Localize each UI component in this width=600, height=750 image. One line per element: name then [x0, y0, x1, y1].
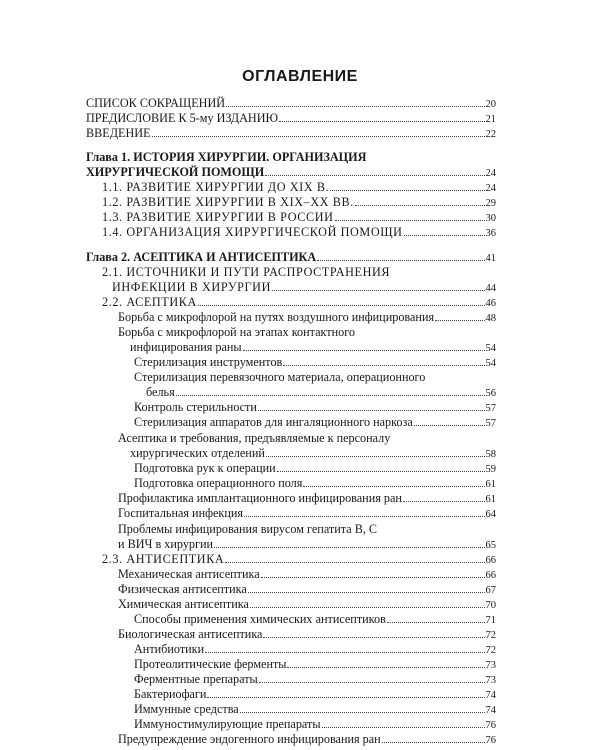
toc-entry-immunostim[interactable]: [134, 717, 496, 731]
toc-entry-page: 64: [485, 509, 496, 520]
toc-entry-label: Химическая антисептика: [118, 597, 249, 611]
toc-entry-physical[interactable]: [118, 582, 496, 596]
dot-leader: [279, 111, 484, 122]
dot-leader: [261, 567, 485, 578]
toc-entry-label: 2.2. АСЕПТИКА: [102, 295, 197, 309]
dot-leader: [335, 210, 485, 221]
toc-entry-page: 66: [485, 570, 496, 581]
toc-entry-label: Госпитальная инфекция: [118, 506, 243, 520]
toc-entry-label: Стерилизация инструментов: [134, 355, 283, 369]
toc-entry-label: Механическая антисептика: [118, 567, 260, 581]
toc-entry-label: Контроль стерильности: [134, 400, 257, 414]
dot-leader: [266, 446, 485, 457]
toc-entry-label: Антибиотики: [134, 642, 205, 656]
toc-entry-label: 1.2. РАЗВИТИЕ ХИРУРГИИ В XIX–XX ВВ.: [102, 195, 354, 209]
toc-entry-preface[interactable]: [86, 111, 496, 125]
toc-entry-airborne[interactable]: [118, 310, 496, 324]
toc-entry-proteolytic[interactable]: [134, 657, 496, 671]
toc-entry-page: 46: [485, 298, 496, 309]
toc-entry-page: 71: [485, 615, 496, 626]
toc-entry-page: 21: [485, 114, 496, 125]
dot-leader: [259, 672, 485, 683]
toc-entry-asepsis-staff[interactable]: [130, 446, 496, 460]
toc-entry-page: 57: [485, 403, 496, 414]
dot-leader: [382, 732, 485, 743]
toc-entry-page: 67: [485, 585, 496, 596]
toc-entry-label: Стерилизация аппаратов для ингаляционного наркоза: [134, 415, 413, 429]
dot-leader: [330, 180, 484, 191]
toc-entry-page: 41: [485, 253, 496, 264]
toc-entry-biological[interactable]: [118, 627, 496, 641]
toc-entry-field[interactable]: [134, 476, 496, 490]
toc-entry-label: Биологическая антисептика: [118, 627, 263, 641]
dot-leader: [322, 717, 485, 728]
dot-leader: [355, 195, 485, 206]
dot-leader: [404, 225, 485, 236]
toc-entry-chapter-2[interactable]: [86, 250, 496, 264]
toc-entry-page: 36: [485, 228, 496, 239]
toc-entry-page: 72: [485, 630, 496, 641]
toc-entry-2-2[interactable]: [102, 295, 496, 309]
section-2-1-title-line1[interactable]: 2.1. ИСТОЧНИКИ И ПУТИ РАСПРОСТРАНЕНИЯ: [102, 265, 391, 279]
dot-leader: [152, 126, 485, 137]
toc-entry-contact[interactable]: [130, 340, 496, 354]
toc-entry-page: 61: [485, 494, 496, 505]
toc-entry-page: 57: [485, 418, 496, 429]
dot-leader: [248, 582, 485, 593]
hiv-line1[interactable]: Проблемы инфицирования вирусом гепатита В, С: [118, 522, 378, 536]
toc-entry-page: 76: [485, 735, 496, 746]
dot-leader: [387, 612, 485, 623]
toc-entry-label: 1.3. РАЗВИТИЕ ХИРУРГИИ В РОССИИ: [102, 210, 334, 224]
toc-entry-page: 76: [485, 720, 496, 731]
dot-leader: [317, 250, 484, 261]
toc-entry-page: 48: [485, 313, 496, 324]
dot-leader: [283, 355, 484, 366]
toc-entry-instruments[interactable]: [134, 355, 496, 369]
toc-entry-page: 66: [485, 555, 496, 566]
toc-entry-label: белья: [146, 385, 175, 399]
dot-leader: [226, 96, 484, 107]
dot-leader: [265, 165, 484, 176]
toc-entry-1-2[interactable]: [102, 195, 496, 209]
toc-entry-label: ИНФЕКЦИИ В ХИРУРГИИ: [112, 280, 271, 294]
dot-leader: [240, 702, 485, 713]
toc-entry-chapter-1[interactable]: [86, 165, 496, 179]
dot-leader: [303, 476, 484, 487]
toc-entry-page: 22: [485, 129, 496, 140]
toc-entry-label: Борьба с микрофлорой на путях воздушного инфицирования: [118, 310, 435, 324]
toc-entry-2-3[interactable]: [102, 552, 496, 566]
dressing-line1[interactable]: Стерилизация перевязочного материала, операционного: [134, 370, 426, 384]
toc-entry-label: Иммунные средства: [134, 702, 239, 716]
toc-entry-label: Иммуностимулирующие препараты: [134, 717, 321, 731]
toc-entry-label: Подготовка рук к операции: [134, 461, 276, 475]
toc-entry-label: хирургических отделений: [130, 446, 265, 460]
toc-entry-page: 20: [485, 99, 496, 110]
toc-entry-hands[interactable]: [134, 461, 496, 475]
asepsis-line1[interactable]: Асептика и требования, предъявляемые к персоналу: [118, 431, 391, 445]
toc-entry-page: 73: [485, 660, 496, 671]
toc-entry-1-3[interactable]: [102, 210, 496, 224]
toc-entry-1-4[interactable]: [102, 225, 496, 239]
dot-leader: [244, 506, 485, 517]
dot-leader: [277, 461, 485, 472]
toc-entry-introduction[interactable]: [86, 126, 496, 140]
toc-entry-2-1[interactable]: [112, 280, 496, 294]
contact-line1[interactable]: Борьба с микрофлорой на этапах контактного: [118, 325, 356, 339]
toc-entry-antibiotics[interactable]: [134, 642, 496, 656]
toc-entry-label: 1.1. РАЗВИТИЕ ХИРУРГИИ ДО XIX В.: [102, 180, 330, 194]
toc-entry-page: 30: [485, 213, 496, 224]
dot-leader: [287, 657, 484, 668]
dot-leader: [176, 385, 485, 396]
dot-leader: [198, 295, 485, 306]
toc-entry-label: и ВИЧ в хирургии: [118, 537, 214, 551]
toc-entry-label: Подготовка операционного поля: [134, 476, 303, 490]
toc-entry-immune[interactable]: [134, 702, 496, 716]
dot-leader: [435, 310, 484, 321]
toc-entry-label: Ферментные препараты: [134, 672, 258, 686]
toc-entry-mechanical[interactable]: [118, 567, 496, 581]
toc-entry-1-1[interactable]: [102, 180, 496, 194]
toc-entry-phages[interactable]: [134, 687, 496, 701]
toc-entry-page: 24: [485, 168, 496, 179]
dot-leader: [258, 400, 485, 411]
toc-entry-page: 59: [485, 464, 496, 475]
dot-leader: [205, 642, 484, 653]
dot-leader: [243, 340, 485, 351]
toc-entry-label: Протеолитические ферменты: [134, 657, 287, 671]
toc-entry-page: 24: [485, 183, 496, 194]
dot-leader: [263, 627, 484, 638]
toc-entry-page: 72: [485, 645, 496, 656]
toc-entry-dressing[interactable]: [146, 385, 496, 399]
toc-entry-label: ВВЕДЕНИЕ: [86, 126, 151, 140]
toc-entry-page: 56: [485, 388, 496, 399]
dot-leader: [207, 687, 484, 698]
toc-entry-label: Профилактика имплантационного инфицирования ран: [118, 491, 402, 505]
toc-entry-page: 74: [485, 705, 496, 716]
toc-entry-label: ПРЕДИСЛОВИЕ К 5-му ИЗДАНИЮ: [86, 111, 279, 125]
toc-entry-label: Предупреждение эндогенного инфицирования ран: [118, 732, 381, 746]
toc-entry-label: Бактериофаги: [134, 687, 207, 701]
toc-entry-label: Физическая антисептика: [118, 582, 247, 596]
toc-entry-hospital[interactable]: [118, 506, 496, 520]
toc-entry-page: 74: [485, 690, 496, 701]
toc-entry-anesthesia[interactable]: [134, 415, 496, 429]
dot-leader: [250, 597, 485, 608]
toc-entry-page: 54: [485, 343, 496, 354]
toc-entry-label: Способы применения химических антисептиков: [134, 612, 386, 626]
toc-entry-page: 70: [485, 600, 496, 611]
toc-entry-page: 44: [485, 283, 496, 294]
toc-entry-enzyme[interactable]: [134, 672, 496, 686]
toc-entry-label: инфицирования раны: [130, 340, 242, 354]
toc-entry-implant[interactable]: [118, 491, 496, 505]
toc-entry-endogenous[interactable]: [118, 732, 496, 746]
toc-entry-chemical[interactable]: [118, 597, 496, 611]
toc-entry-label: ХИРУРГИЧЕСКОЙ ПОМОЩИ: [86, 165, 265, 179]
toc-entry-label: 1.4. ОРГАНИЗАЦИЯ ХИРУРГИЧЕСКОЙ ПОМОЩИ: [102, 225, 403, 239]
toc-entry-page: 54: [485, 358, 496, 369]
dot-leader: [214, 537, 484, 548]
page-title: ОГЛАВЛЕНИЕ: [242, 68, 358, 85]
toc-entry-page: 73: [485, 675, 496, 686]
toc-entry-page: 58: [485, 449, 496, 460]
dot-leader: [272, 280, 485, 291]
toc-entry-page: 61: [485, 479, 496, 490]
toc-entry-hiv[interactable]: [118, 537, 496, 551]
toc-entry-page: 65: [485, 540, 496, 551]
toc-entry-page: 29: [485, 198, 496, 209]
toc-entry-sterility[interactable]: [134, 400, 496, 414]
chapter-1-title-line1[interactable]: Глава 1. ИСТОРИЯ ХИРУРГИИ. ОРГАНИЗАЦИЯ: [86, 150, 367, 164]
toc-entry-label: 2.3. АНТИСЕПТИКА: [102, 552, 225, 566]
toc-entry-label: СПИСОК СОКРАЩЕНИЙ: [86, 96, 226, 110]
dot-leader: [225, 552, 484, 563]
toc-entry-abbreviations[interactable]: [86, 96, 496, 110]
dot-leader: [403, 491, 485, 502]
toc-entry-chemical-methods[interactable]: [134, 612, 496, 626]
dot-leader: [414, 415, 485, 426]
toc-entry-label: Глава 2. АСЕПТИКА И АНТИСЕПТИКА: [86, 250, 317, 264]
